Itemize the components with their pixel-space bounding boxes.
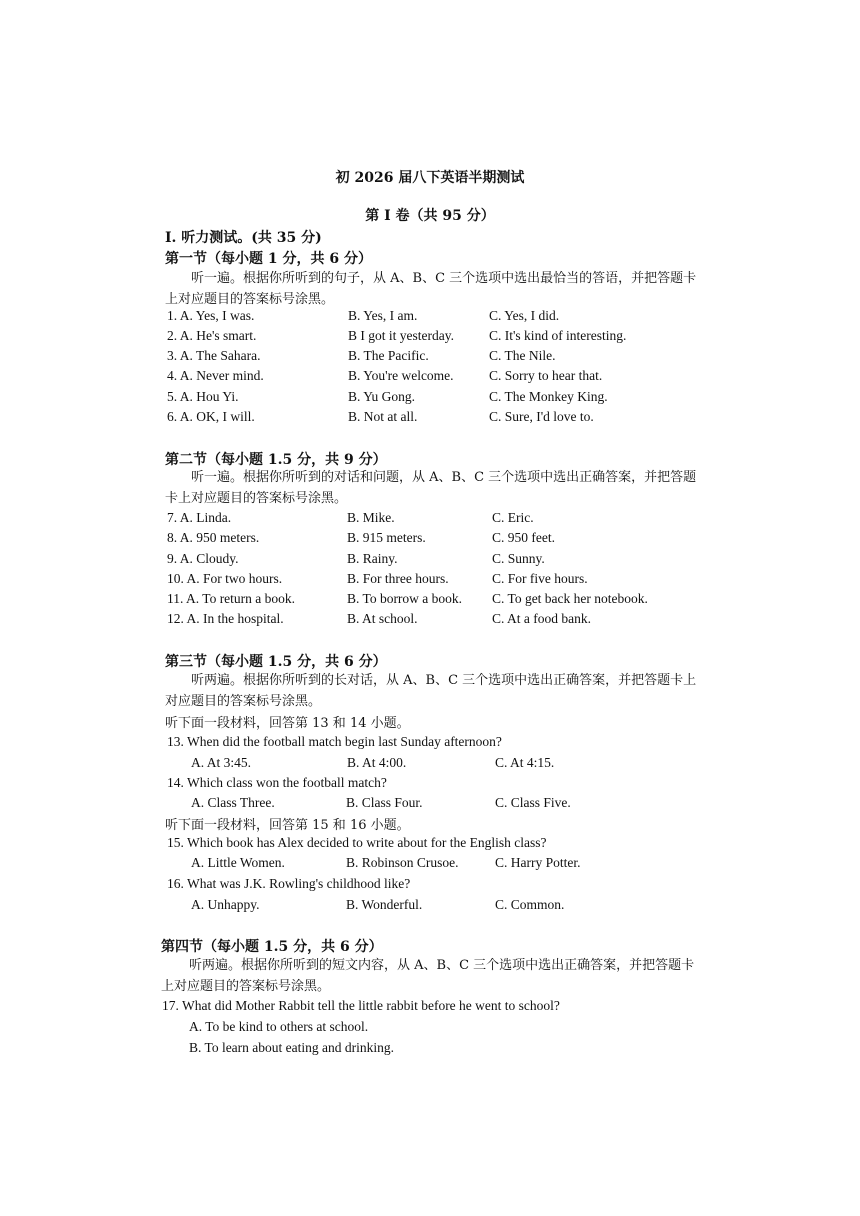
option-c: C. Class Five. [495,795,571,810]
option-b: B. Yes, I am. [348,308,418,323]
option-a: A. Class Three. [191,795,275,810]
option-b: B. Rainy. [347,551,398,566]
section-1-heading: 第一节（每小题 1 分，共 6 分） [165,251,372,267]
option-c: C. 950 feet. [492,530,555,545]
option-c: C. The Monkey King. [489,389,608,404]
option-c: C. Sunny. [492,551,545,566]
section-2-heading: 第二节（每小题 1.5 分，共 9 分） [165,452,387,468]
section-4-heading: 第四节（每小题 1.5 分，共 6 分） [161,939,383,955]
option-a: 6. A. OK, I will. [167,409,255,424]
option-a: 4. A. Never mind. [167,368,264,383]
question-14: 14. Which class won the football match? [167,775,387,790]
option-c: C. For five hours. [492,571,588,586]
option-a: 10. A. For two hours. [167,571,283,586]
option-a: 1. A. Yes, I was. [167,308,255,323]
option-c: C. Sure, I'd love to. [489,409,594,424]
option-a: 5. A. Hou Yi. [167,389,239,404]
option-a: 2. A. He's smart. [167,328,257,343]
section-3-instructions: 听两遍。根据你所听到的长对话，从 A、B、C 三个选项中选出正确答案，并把答题卡上对应题目的答案标号涂黑。 [165,673,697,709]
option-c: C. It's kind of interesting. [489,328,627,343]
material-lead: 听下面一段材料，回答第 13 和 14 小题。 [165,716,410,731]
option-b: B. Wonderful. [346,897,423,912]
option-a: 3. A. The Sahara. [167,348,261,363]
option-b: B. At 4:00. [347,755,407,770]
option-b: B I got it yesterday. [348,328,454,343]
material-lead: 听下面一段材料，回答第 15 和 16 小题。 [165,818,410,833]
option-b: B. At school. [347,611,418,626]
option-a: A. Little Women. [191,855,285,870]
option-a: A. To be kind to others at school. [189,1019,369,1034]
option-b: B. Class Four. [346,795,423,810]
option-b: B. 915 meters. [347,530,426,545]
option-b: B. The Pacific. [348,348,429,363]
exam-title: 初 2026 届八下英语半期测试 [335,170,525,186]
section-4-instructions: 听两遍。根据你所听到的短文内容，从 A、B、C 三个选项中选出正确答案，并把答题卡上对应题目的答案标号涂黑。 [161,958,695,994]
option-c: C. To get back her notebook. [492,591,648,606]
option-c: C. At a food bank. [492,611,591,626]
option-a: 9. A. Cloudy. [167,551,239,566]
option-b: B. To learn about eating and drinking. [189,1040,395,1055]
option-b: B. Mike. [347,510,395,525]
option-c: C. At 4:15. [495,755,555,770]
option-c: C. Harry Potter. [495,855,581,870]
option-b: B. You're welcome. [348,368,454,383]
question-17: 17. What did Mother Rabbit tell the little rabbit before he went to school? [162,998,560,1013]
option-c: C. Yes, I did. [489,308,560,323]
option-b: B. Robinson Crusoe. [346,855,459,870]
option-c: C. Common. [495,897,565,912]
option-b: B. Not at all. [348,409,418,424]
question-13: 13. When did the football match begin last Sunday afternoon? [167,734,502,749]
option-a: 12. A. In the hospital. [167,611,284,626]
option-b: B. For three hours. [347,571,449,586]
option-c: C. Eric. [492,510,534,525]
section-2-instructions: 听一遍。根据你所听到的对话和问题，从 A、B、C 三个选项中选出正确答案，并把答题卡上对应题目的答案标号涂黑。 [165,470,697,506]
volume-title: 第 I 卷（共 95 分） [365,208,495,224]
option-a: 8. A. 950 meters. [167,530,260,545]
option-a: 7. A. Linda. [167,510,232,525]
part-heading: I. 听力测试。(共 35 分) [165,230,322,246]
option-c: C. The Nile. [489,348,556,363]
option-a: A. Unhappy. [191,897,260,912]
option-b: B. Yu Gong. [348,389,416,404]
option-c: C. Sorry to hear that. [489,368,603,383]
question-16: 16. What was J.K. Rowling's childhood like? [167,876,411,891]
section-3-heading: 第三节（每小题 1.5 分，共 6 分） [165,654,387,670]
option-b: B. To borrow a book. [347,591,463,606]
option-a: A. At 3:45. [191,755,252,770]
question-15: 15. Which book has Alex decided to write about for the English class? [167,835,547,850]
section-1-instructions: 听一遍。根据你所听到的句子，从 A、B、C 三个选项中选出最恰当的答语，并把答题卡上对应题目的答案标号涂黑。 [165,271,697,307]
option-a: 11. A. To return a book. [167,591,296,606]
